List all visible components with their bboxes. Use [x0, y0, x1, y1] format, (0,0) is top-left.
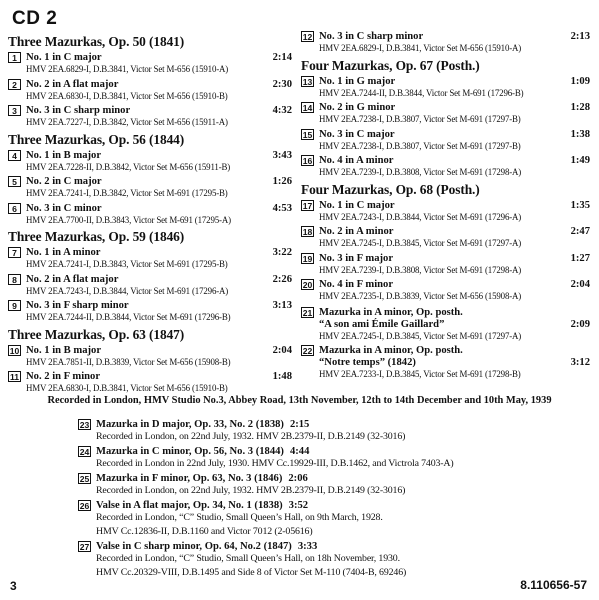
track-number: 20 — [302, 280, 313, 290]
track-duration: 3:52 — [288, 500, 309, 511]
track-reference: HMV 2EA.7239-I, D.B.3808, Victor Set M-691 (17298-A) — [319, 167, 522, 177]
track-reference: HMV 2EA.7238-I, D.B.3807, Victor Set M-691 (17297-B) — [319, 140, 521, 151]
track-duration: 2:14 — [272, 52, 292, 63]
track-reference: HMV 2EA.6830-I, D.B.3841, Victor Set M-656 (15910-B) — [26, 383, 228, 393]
track-title: Mazurka in D major, Op. 33, No. 2 (1838) — [96, 419, 284, 430]
track-duration: 1:28 — [570, 102, 590, 113]
track-number: 23 — [79, 420, 90, 430]
left-column — [8, 30, 292, 397]
section-title: Four Mazurkas, Op. 68 (Posth.) — [301, 181, 480, 197]
track-number: 11 — [9, 372, 20, 382]
right-extra-tracks — [301, 306, 590, 380]
track-title: No. 1 in B major — [26, 344, 102, 356]
track-duration: 2:30 — [272, 78, 292, 90]
track-2 — [8, 78, 292, 102]
track-reference: HMV 2EA.7239-I, D.B.3808, Victor Set M-691 (17298-A) — [319, 264, 522, 275]
track-title: No. 3 in C sharp minor — [26, 105, 131, 116]
track-duration: 2:13 — [570, 31, 590, 42]
track-duration: 1:27 — [570, 252, 590, 264]
track-title: No. 2 in F minor — [26, 371, 101, 382]
track-reference: HMV 2EA.7245-I, D.B.3845, Victor Set M-691 (17297-A) — [319, 330, 522, 341]
track-title: Mazurka in F minor, Op. 63, No. 3 (1846) — [96, 473, 283, 484]
track-reference: HMV 2EA.7228-II, D.B.3842, Victor Set M-656 (15911-B) — [26, 161, 231, 172]
track-duration: 3:22 — [272, 247, 292, 258]
track-reference: HMV 2EA.7241-I, D.B.3842, Victor Set M-691 (17295-B) — [26, 188, 228, 198]
track-26 — [78, 499, 498, 538]
track-number: 10 — [9, 345, 20, 356]
track-duration: 3:33 — [297, 541, 318, 552]
track-14 — [301, 101, 590, 125]
section-title: Three Mazurkas, Op. 63 (1847) — [8, 326, 185, 342]
track-reference: HMV 2EA.7233-I, D.B.3845, Victor Set M-691 (17298-B) — [319, 369, 521, 379]
track-title: No. 1 in G major — [319, 75, 396, 87]
track-number: 5 — [8, 176, 21, 187]
track-title: No. 4 in F minor — [319, 279, 394, 290]
track-reference: HMV 2EA.7241-I, D.B.3843, Victor Set M-691 (17295-B) — [26, 259, 228, 269]
track-reference: HMV 2EA.6829-I, D.B.3841, Victor Set M-656 (15910-A) — [319, 43, 522, 53]
track-duration: 2:04 — [272, 344, 292, 356]
track-reference: HMV 2EA.7244-II, D.B.3844, Victor Set M-691 (17296-B) — [319, 87, 524, 98]
track-number: 25 — [79, 474, 90, 484]
track-19 — [301, 252, 590, 276]
track-duration: 2:15 — [289, 419, 310, 430]
track-title: Mazurka in C minor, Op. 56, No. 3 (1844) — [96, 446, 284, 457]
track-title: Mazurka in A minor, Op. posth. — [319, 345, 463, 356]
track-title: No. 2 in A minor — [319, 226, 394, 237]
track-4 — [8, 149, 292, 173]
track-title: No. 2 in A flat major — [26, 273, 119, 285]
track-12 — [301, 30, 590, 54]
track-number: 2 — [8, 79, 21, 90]
track-duration: 3:43 — [272, 149, 292, 161]
track-24 — [78, 445, 498, 470]
track-title: No. 3 in C sharp minor — [319, 31, 424, 42]
track-number: 19 — [302, 253, 313, 264]
track-number: 18 — [302, 227, 313, 237]
recording-detail: HMV Cc.20329-VIII, D.B.1495 and Side 8 of Victor Set M-110 (7404-B, 69246) — [96, 567, 407, 578]
work-section — [8, 229, 292, 323]
track-title: Valse in A flat major, Op. 34, No. 1 (1838) — [96, 500, 283, 511]
track-27 — [78, 540, 498, 579]
section-title: Three Mazurkas, Op. 56 (1844) — [8, 131, 185, 147]
track-title: No. 3 in F sharp minor — [26, 300, 129, 311]
track-1 — [8, 51, 292, 75]
track-title: Valse in C sharp minor, Op. 64, No.2 (1847) — [96, 541, 292, 552]
track-15 — [301, 128, 590, 152]
recording-detail: Recorded in London, “C” Studio, Small Queen’s Hall, on 9th March, 1928. — [96, 512, 383, 523]
work-section — [301, 182, 590, 302]
track-title: No. 1 in C major — [319, 199, 395, 211]
track-10 — [8, 344, 292, 368]
track-subtitle: “A son ami Émile Gaillard” — [319, 318, 445, 330]
recording-detail: HMV Cc.12836-II, D.B.1160 and Victor 7012 (2-05616) — [96, 526, 313, 537]
track-number: 8 — [8, 274, 21, 285]
section-title: Three Mazurkas, Op. 50 (1841) — [8, 34, 185, 49]
track-8 — [8, 273, 292, 297]
track-number: 6 — [8, 203, 21, 214]
track-number: 15 — [302, 129, 313, 140]
track-number: 17 — [302, 200, 313, 211]
track-title: No. 1 in B major — [26, 149, 102, 161]
track-reference: HMV 2EA.6830-I, D.B.3841, Victor Set M-656 (15910-B) — [26, 90, 228, 101]
track-duration: 1:26 — [272, 176, 292, 187]
track-title: No. 4 in A minor — [319, 155, 394, 166]
track-21 — [301, 306, 590, 342]
work-section — [8, 132, 292, 226]
track-number: 7 — [8, 247, 21, 258]
track-duration: 2:06 — [288, 473, 308, 484]
recording-detail: Recorded in London, on 22nd July, 1932. HMV 2B.2379-II, D.B.2149 (32-3016) — [96, 431, 406, 442]
track-subtitle: “Notre temps” (1842) — [319, 357, 416, 368]
track-duration: 1:49 — [570, 155, 590, 166]
track-number: 4 — [8, 150, 21, 161]
track-duration: 2:04 — [570, 279, 590, 290]
track-title: No. 1 in C major — [26, 52, 102, 63]
track-duration: 3:12 — [570, 357, 590, 368]
track-number: 21 — [302, 307, 313, 318]
work-section — [8, 327, 292, 394]
page-number: 3 — [10, 579, 17, 593]
track-number: 3 — [8, 105, 21, 116]
track-number: 13 — [302, 76, 313, 87]
track-duration: 1:35 — [570, 199, 590, 211]
track-number: 9 — [8, 300, 21, 311]
recording-detail: Recorded in London, “C” Studio, Small Queen’s Hall, on 18h November, 1930. — [96, 553, 400, 564]
work-section — [8, 34, 292, 128]
track-duration: 1:09 — [570, 75, 590, 87]
track-reference: HMV 2EA.7244-II, D.B.3844, Victor Set M-691 (17296-B) — [26, 312, 231, 322]
track-duration: 1:38 — [570, 128, 590, 140]
track-23 — [78, 418, 498, 443]
track-16 — [301, 154, 590, 178]
track-reference: HMV 2EA.7243-I, D.B.3844, Victor Set M-691 (17296-A) — [319, 211, 522, 222]
track-title: No. 2 in G minor — [319, 102, 396, 113]
track-25 — [78, 472, 498, 497]
bonus-tracks — [78, 418, 498, 581]
track-reference: HMV 2EA.7238-I, D.B.3807, Victor Set M-691 (17297-B) — [319, 114, 521, 124]
track-title: No. 2 in A flat major — [26, 78, 119, 90]
track-reference: HMV 2EA.7227-I, D.B.3842, Victor Set M-656 (15911-A) — [26, 117, 228, 127]
track-title: No. 2 in C major — [26, 176, 102, 187]
track-6 — [8, 202, 292, 226]
left-sections — [8, 34, 292, 394]
cd-title: CD 2 — [12, 8, 58, 29]
track-5 — [8, 175, 292, 199]
track-22 — [301, 344, 590, 380]
right-column — [301, 30, 590, 383]
track-13 — [301, 75, 590, 99]
track-20 — [301, 278, 590, 302]
track-17 — [301, 199, 590, 223]
track-9 — [8, 299, 292, 323]
track-reference: HMV 2EA.7700-II, D.B.3843, Victor Set M-691 (17295-A) — [26, 214, 231, 225]
track-duration: 2:47 — [570, 226, 590, 237]
work-section — [301, 58, 590, 178]
track-reference: HMV 2EA.7245-I, D.B.3845, Victor Set M-691 (17297-A) — [319, 238, 522, 248]
track-number: 14 — [302, 103, 313, 113]
track-number: 26 — [79, 501, 90, 511]
track-duration: 2:26 — [272, 273, 292, 285]
track-title: No. 1 in A minor — [26, 247, 101, 258]
track-title: Mazurka in A minor, Op. posth. — [319, 306, 463, 318]
track-duration: 1:48 — [272, 371, 292, 382]
track-number: 27 — [79, 542, 90, 552]
track-title: No. 3 in C major — [319, 128, 395, 140]
right-sections — [301, 58, 590, 302]
track-number: 16 — [302, 156, 313, 166]
track-reference: HMV 2EA.7851-II, D.B.3839, Victor Set M-656 (15908-B) — [26, 356, 231, 367]
track-duration: 4:32 — [272, 105, 292, 116]
catalog-number: 8.110656-57 — [520, 578, 587, 592]
track-reference: HMV 2EA.7243-I, D.B.3844, Victor Set M-691 (17296-A) — [26, 285, 229, 296]
recording-detail: Recorded in London, on 22nd July, 1932. HMV 2B.2379-II, D.B.2149 (32-3016) — [96, 485, 406, 496]
track-18 — [301, 225, 590, 249]
section-title: Three Mazurkas, Op. 59 (1846) — [8, 229, 185, 244]
recording-detail: Recorded in London in 22nd July, 1930. HMV Cc.19929-III, D.B.1462, and Victrola 7403-A) — [96, 458, 454, 469]
track-11 — [8, 370, 292, 394]
track-duration: 4:53 — [272, 202, 292, 214]
track-number: 22 — [302, 346, 313, 356]
track-7 — [8, 246, 292, 270]
section-title: Four Mazurkas, Op. 67 (Posth.) — [301, 57, 480, 73]
track-title: No. 3 in C minor — [26, 202, 102, 214]
track-duration: 2:09 — [570, 318, 590, 330]
track-number: 1 — [8, 52, 21, 63]
track-reference: HMV 2EA.7235-I, D.B.3839, Victor Set M-656 (15908-A) — [319, 291, 522, 301]
track-duration: 3:13 — [272, 300, 292, 311]
recording-note: Recorded in London, HMV Studio No.3, Abbey Road, 13th November, 12th to 14th December and 10th May, 1939 — [47, 395, 552, 406]
track-title: No. 3 in F major — [319, 252, 394, 264]
track-3 — [8, 104, 292, 128]
track-number: 24 — [79, 447, 90, 457]
track-duration: 4:44 — [289, 446, 310, 457]
track-reference: HMV 2EA.6829-I, D.B.3841, Victor Set M-656 (15910-A) — [26, 64, 229, 74]
track-number: 12 — [302, 32, 313, 42]
